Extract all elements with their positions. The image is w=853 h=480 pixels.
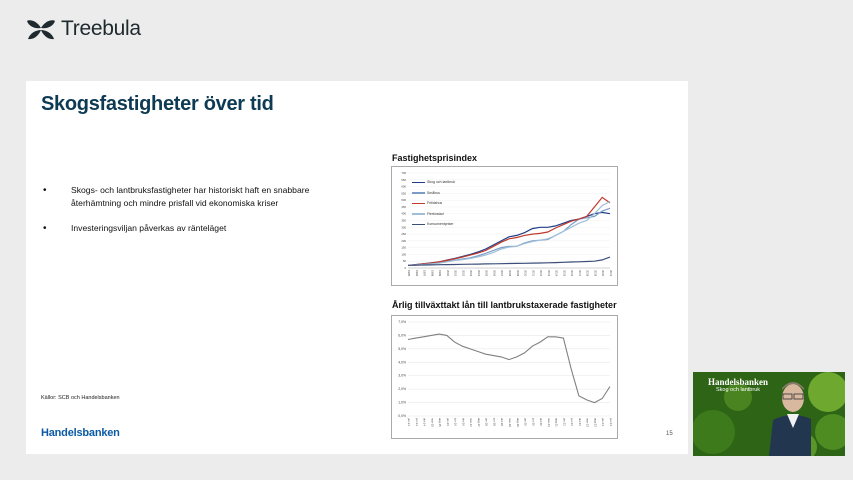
webcam-brand: Handelsbanken bbox=[707, 377, 769, 387]
x-tick-label: 1998 bbox=[430, 270, 435, 277]
y-tick-label: 6,0% bbox=[398, 333, 406, 338]
x-tick-label: mar-21 bbox=[546, 418, 551, 427]
series-line bbox=[408, 334, 610, 403]
x-tick-label: 1997 bbox=[422, 270, 427, 277]
slide-title: Skogsfastigheter över tid bbox=[41, 93, 274, 115]
y-tick-label: 500 bbox=[401, 198, 406, 203]
page-number: 15 bbox=[666, 431, 673, 437]
y-tick-label: 450 bbox=[401, 204, 406, 209]
legend-item bbox=[412, 177, 455, 188]
legend-item bbox=[412, 219, 455, 230]
x-tick-label: mar-19 bbox=[508, 418, 512, 427]
x-tick-label: 2000 bbox=[445, 270, 450, 277]
legend-label: Konsumentpriser bbox=[427, 222, 454, 227]
x-tick-label: okt-18 bbox=[500, 418, 505, 426]
x-tick-label: 2005 bbox=[484, 270, 489, 277]
x-tick-label: 2016 bbox=[570, 270, 575, 277]
x-tick-label: jun-16 bbox=[453, 418, 458, 426]
webcam-feed[interactable] bbox=[693, 372, 845, 456]
chart-legend bbox=[412, 177, 455, 230]
y-tick-label: 0,0% bbox=[398, 414, 406, 418]
brand-name: Treebula bbox=[61, 17, 141, 40]
presenter-person bbox=[747, 376, 811, 456]
legend-swatch bbox=[412, 203, 425, 205]
x-tick-label: 2009 bbox=[515, 270, 520, 277]
x-tick-label: aug-23 bbox=[593, 418, 598, 427]
x-tick-label: 2011 bbox=[531, 270, 536, 277]
webcam-subtitle: Skog och lantbruk bbox=[715, 387, 761, 393]
x-tick-label: 2003 bbox=[469, 270, 474, 277]
x-tick-label: 2012 bbox=[539, 270, 544, 277]
x-tick-label: 2020 bbox=[601, 270, 606, 277]
x-tick-label: jan-22 bbox=[562, 418, 567, 426]
chart-title-price-index: Fastighetsprisindex bbox=[392, 153, 478, 163]
sources-note: Källor: SCB och Handelsbanken bbox=[41, 395, 120, 401]
x-tick-label: 2018 bbox=[585, 270, 590, 277]
x-tick-label: mar-15 bbox=[430, 418, 435, 427]
y-tick-label: 550 bbox=[401, 191, 406, 196]
y-tick-label: 7,0% bbox=[398, 320, 406, 324]
y-tick-label: 2,0% bbox=[398, 387, 406, 392]
x-tick-label: 2015 bbox=[562, 270, 567, 277]
price-index-chart bbox=[391, 166, 618, 286]
x-tick-label: okt-14 bbox=[422, 418, 427, 426]
bullet-item: • Skogs- och lantbruksfastigheter har historiskt haft en snabbare återhämtning och mindre prisfall vid ekonomiska kriser bbox=[43, 184, 343, 210]
x-tick-label: 2006 bbox=[492, 270, 497, 277]
x-tick-label: 2002 bbox=[461, 270, 466, 277]
y-tick-label: 50 bbox=[402, 259, 406, 264]
x-tick-label: jun-18 bbox=[492, 418, 497, 426]
x-tick-label: jan-24 bbox=[601, 418, 606, 426]
loan-growth-chart-svg bbox=[392, 316, 617, 438]
treebula-logo-icon bbox=[26, 16, 56, 42]
chart-title-loan-growth: Årlig tillväxttakt lån till lantbrukstaxerade fastigheter bbox=[392, 300, 617, 310]
y-tick-label: 3,0% bbox=[398, 373, 406, 378]
x-tick-label: 2017 bbox=[577, 270, 582, 277]
x-tick-label: jun-14 bbox=[414, 418, 419, 426]
x-tick-label: 2007 bbox=[500, 270, 505, 277]
y-tick-label: 4,0% bbox=[398, 360, 406, 365]
x-tick-label: jun-20 bbox=[531, 418, 536, 426]
x-tick-label: jan-20 bbox=[523, 418, 528, 426]
x-tick-label: 2019 bbox=[593, 270, 598, 277]
x-tick-label: jan-16 bbox=[445, 418, 450, 426]
x-tick-label: okt-20 bbox=[539, 418, 544, 426]
x-tick-label: 2004 bbox=[476, 270, 481, 277]
x-tick-label: okt-16 bbox=[461, 418, 466, 426]
x-tick-label: jun-24 bbox=[609, 418, 613, 426]
legend-label: Småhus bbox=[427, 190, 440, 195]
y-tick-label: 400 bbox=[401, 211, 406, 216]
y-tick-label: 0 bbox=[404, 266, 406, 270]
x-tick-label: okt-22 bbox=[577, 418, 582, 426]
x-tick-label: 1996 bbox=[414, 270, 419, 277]
y-tick-label: 150 bbox=[401, 245, 406, 250]
legend-swatch bbox=[412, 213, 425, 215]
legend-label: Flerbostad bbox=[427, 211, 444, 216]
x-tick-label: mar-17 bbox=[469, 418, 474, 427]
x-tick-label: aug-17 bbox=[476, 418, 481, 427]
x-tick-label: 1999 bbox=[438, 270, 443, 277]
legend-label: Fritidshus bbox=[427, 201, 443, 206]
x-tick-label: 2008 bbox=[508, 270, 512, 277]
legend-item bbox=[412, 209, 455, 220]
x-tick-label: 2001 bbox=[453, 270, 458, 277]
x-tick-label: aug-15 bbox=[438, 418, 443, 427]
brand[interactable] bbox=[26, 16, 141, 42]
x-tick-label: 1995 bbox=[407, 270, 411, 277]
legend-swatch bbox=[412, 192, 425, 194]
legend-item bbox=[412, 188, 455, 199]
app-header bbox=[0, 0, 853, 60]
bullet-list bbox=[43, 184, 343, 247]
legend-label: Skog och lantbruk bbox=[427, 180, 456, 185]
x-tick-label: jun-22 bbox=[570, 418, 575, 426]
y-tick-label: 650 bbox=[401, 177, 406, 182]
handelsbanken-logo: Handelsbanken bbox=[41, 427, 120, 439]
x-tick-label: 2013 bbox=[546, 270, 551, 277]
legend-item bbox=[412, 198, 455, 209]
x-tick-label: aug-21 bbox=[554, 418, 559, 427]
y-tick-label: 600 bbox=[401, 184, 406, 189]
x-tick-label: aug-19 bbox=[515, 418, 520, 427]
bullet-item: • Investeringsviljan påverkas av ränteläget bbox=[43, 222, 343, 235]
y-tick-label: 250 bbox=[401, 232, 406, 237]
loan-growth-chart bbox=[391, 315, 618, 439]
y-tick-label: 350 bbox=[401, 218, 406, 223]
y-tick-label: 200 bbox=[401, 238, 406, 243]
x-tick-label: jan-14 bbox=[407, 418, 411, 426]
y-tick-label: 100 bbox=[401, 252, 406, 257]
x-tick-label: 2021 bbox=[609, 270, 613, 277]
presentation-slide bbox=[26, 81, 688, 454]
legend-swatch bbox=[412, 224, 425, 226]
x-tick-label: jan-18 bbox=[484, 418, 489, 426]
x-tick-label: mar-23 bbox=[585, 418, 590, 427]
y-tick-label: 1,0% bbox=[398, 400, 406, 405]
y-tick-label: 5,0% bbox=[398, 346, 406, 351]
y-tick-label: 300 bbox=[401, 225, 406, 230]
legend-swatch bbox=[412, 182, 425, 184]
y-tick-label: 700 bbox=[401, 171, 406, 175]
x-tick-label: 2014 bbox=[554, 270, 559, 277]
x-tick-label: 2010 bbox=[523, 270, 528, 277]
